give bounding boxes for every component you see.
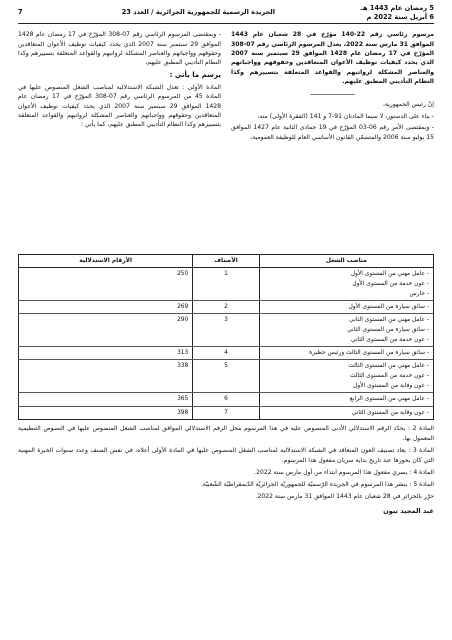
- table-row: [19, 360, 434, 393]
- post-item: - حارس: [409, 291, 429, 298]
- date-gregorian: 6 أبريل سنة 2022 م: [366, 12, 434, 21]
- index-cell: 398: [19, 406, 193, 419]
- page-number: 7: [18, 8, 23, 16]
- post-item: - عامل مهني من المستوى الأول: [350, 271, 429, 278]
- two-column-body: [18, 30, 434, 248]
- article-2: المادة 2 : يحدّد الرقم الاستدلالي الأدنى المنصوص عليه في هذا المرسوم محل الرقم الاستدلالي الموافق لمناصب الشغل المنصوص عليها في النصوص التنظيمية المعمول بها.: [18, 424, 434, 442]
- right-column: [231, 30, 434, 248]
- table-row: [19, 268, 434, 301]
- posts-cell: [259, 268, 433, 301]
- index-cell: 365: [19, 393, 193, 406]
- journal-title: الجريدة الرسمية للجمهورية الجزائرية / العدد 23: [121, 8, 275, 16]
- header-classes: الأصناف: [193, 255, 259, 268]
- index-cell: 250: [19, 268, 193, 301]
- posts-cell: [259, 360, 433, 393]
- decree-heading: يرسم ما يأتي :: [169, 70, 221, 79]
- closing-articles: [18, 424, 434, 517]
- posts-cell: [259, 347, 433, 360]
- article-3: المادة 3 : يعاد تصنيف العون المتعاقد في الشبكة الاستدلالية لمناصب الشغل المنصوص عليها في المادة الأولى أعلاه، في نفس الصنف وعدد سنوات الخبرة المهنية التي كان يحوزها عند تاريخ بداية سريان مفعول هذا المرسوم.: [18, 446, 434, 464]
- post-item: - سائق سيارة من المستوى الأول: [348, 304, 429, 311]
- index-cell: 269: [19, 301, 193, 314]
- table-row: [19, 393, 434, 406]
- class-cell: 1: [193, 268, 259, 301]
- post-item: - عون خدمة من المستوى الأول: [352, 281, 429, 288]
- done-at: حرّر بالجزائر في 28 شعبان عام 1443 الموافق 31 مارس سنة 2022.: [255, 492, 434, 500]
- table-row: [19, 301, 434, 314]
- post-item: - عون خدمة من المستوى الثالث: [349, 373, 429, 380]
- post-item: - عامل مهني من المستوى الثاني: [349, 317, 429, 324]
- president-intro: إنّ رئيس الجمهورية،: [382, 101, 434, 109]
- article-1: المادة الأولى : تعدل الشبكة الاستدلالية لمناصب الشغل المنصوص عليها في المادة 45 من المرسوم الرئاسي رقم 07-308 المؤرّخ في 17 رمضان عام 1428 الموافق 29 سبتمبر سنة 2007 الذي يحدد كيفيات توظيف الأعوان المتعاقدين وحقوقهم وواجباتهم والعناصر المشكلة لرواتبهم والقواعد المتعلقة بتسييرهم وكذا النظام التأديبي المطبق عليهم، كما يأتي :: [18, 83, 221, 129]
- article-4: المادة 4 : يسري مفعول هذا المرسوم ابتداء من أول مارس سنة 2022.: [254, 468, 434, 476]
- visa-decree: - وبمقتضى المرسوم الرئاسي رقم 07-308 المؤرّخ في 17 رمضان عام 1428 الموافق 29 سبتمبر سنة 2007 الذي يحدد كيفيات توظيف الأعوان المتعاقدين وحقوقهم وواجباتهم والعناصر المشكلة لرواتبهم والقواعد المتعلقة بتسييرهم وكذا النظام التأديبي المطبق عليهم،: [18, 31, 222, 67]
- post-item: - عون خدمة من المستوى الثاني: [350, 337, 429, 344]
- page-header: [18, 4, 434, 24]
- post-item: - عون وقاية من المستوى الأول: [353, 383, 429, 390]
- visa-ordinance: - وبمقتضى الأمر رقم 06-03 المؤرّخ في 19 جمادى الثانية عام 1427 الموافق 15 يوليو سنة 2006 والمتضمّن القانون الأساسي العام للوظيفة العمومية،: [231, 124, 434, 141]
- post-item: - عون وقاية من المستوى الثاني: [351, 409, 429, 416]
- post-item: - عامل مهني من المستوى الثالث: [348, 363, 429, 370]
- posts-cell: [259, 301, 433, 314]
- class-cell: 3: [193, 314, 259, 347]
- table-row: [19, 347, 434, 360]
- article-5: المادة 5 : ينشر هذا المرسوم في الجريدة الرّسميّة للجمهوريّة الجزائريّة الدّيمقراطيّة الشّعبيّة.: [200, 480, 434, 488]
- class-cell: 7: [193, 406, 259, 419]
- header-posts: مناصب الشغل: [259, 255, 433, 268]
- visa-constitution: - بناء على الدستور، لا سيما المادتان 91-7 و 141 (الفقرة الأولى) منه،: [257, 112, 434, 120]
- class-cell: 5: [193, 360, 259, 393]
- class-cell: 4: [193, 347, 259, 360]
- header-date: [361, 4, 434, 21]
- class-cell: 6: [193, 393, 259, 406]
- post-item: - سائق سيارة من المستوى الثالث ورئيس حظيرة: [309, 350, 429, 357]
- signature: عبد المجيد تبون: [383, 506, 434, 515]
- posts-cell: [259, 406, 433, 419]
- date-hijri: 5 رمضان عام 1443 هـ: [360, 4, 434, 12]
- class-cell: 2: [193, 301, 259, 314]
- posts-cell: [259, 393, 433, 406]
- index-cell: 313: [19, 347, 193, 360]
- table-row: [19, 406, 434, 419]
- table-row: [19, 314, 434, 347]
- post-item: - سائق سيارة من المستوى الثاني: [347, 327, 429, 334]
- posts-cell: [259, 314, 433, 347]
- decree-title: مرسوم رئاسي رقم 22-140 مؤرّخ في 28 شعبان عام 1443 الموافق 31 مارس سنة 2022، يعدل المرسوم الرئاسي رقم 07-308 المؤرّخ في 17 رمضان عام 1428 الموافق 29 سبتمبر سنة 2007 الذي يحدد كيفيات توظيف الأعوان المتعاقدين وحقوقهم وواجباتهم والعناصر المشكلة لرواتبهم والقواعد المتعلقة بتسييرهم وكذا النظام التأديبي المطبق عليهم.: [231, 31, 434, 86]
- post-item: - عامل مهني من المستوى الرابع: [349, 396, 429, 403]
- header-indices: الأرقام الاستدلالية: [19, 255, 193, 268]
- index-grid-table: [18, 254, 434, 419]
- index-cell: 338: [19, 360, 193, 393]
- left-column: [18, 30, 221, 248]
- table-header-row: [19, 255, 434, 268]
- separator: ـــــــــــــــــــــــــ: [310, 89, 355, 97]
- index-cell: 290: [19, 314, 193, 347]
